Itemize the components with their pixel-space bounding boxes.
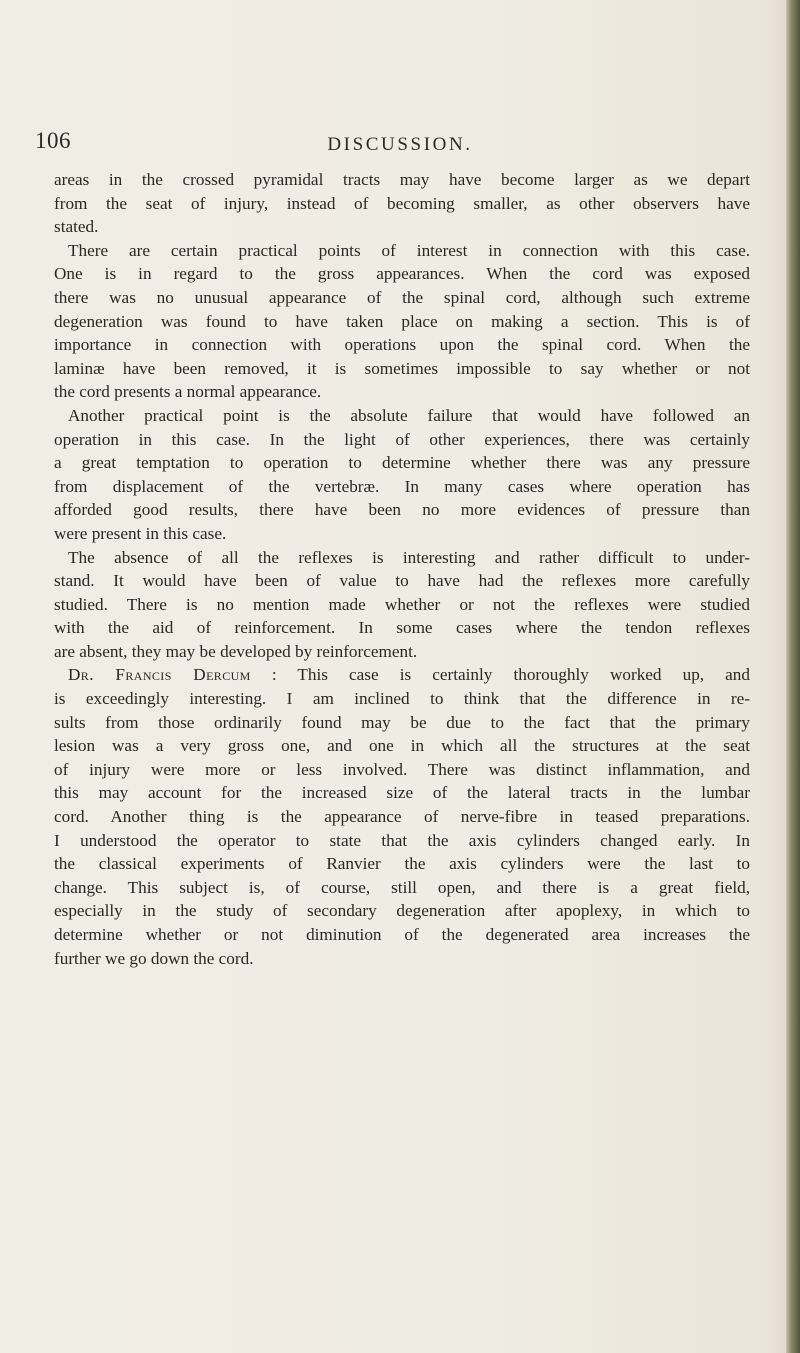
text-line: stand. It would have been of value to have had the reflexes more carefully <box>54 571 750 591</box>
text-line: further we go down the cord. <box>54 948 254 968</box>
text-line: the classical experiments of Ranvier the axis cylinders were the last to <box>54 854 750 874</box>
text-line: laminæ have been removed, it is sometimes impossible to say whether or not <box>54 358 750 378</box>
text-line: is exceedingly interesting. I am inclined to think that the difference in re- <box>54 689 750 709</box>
text-line: from the seat of injury, instead of becoming smaller, as other observers have <box>54 193 750 213</box>
speaker-remark: : This case is certainly thoroughly worked up, and <box>271 665 750 685</box>
text-line: afforded good results, there have been no more evidences of pressure than <box>54 500 750 520</box>
text-line: One is in regard to the gross appearances. When the cord was exposed <box>54 264 750 284</box>
paragraph-1 <box>54 168 750 239</box>
text-line: degeneration was found to have taken place on making a section. This is of <box>54 311 750 331</box>
text-line: with the aid of reinforcement. In some cases where the tendon reflexes <box>54 618 750 638</box>
text-line: determine whether or not diminution of the degenerated area increases the <box>54 925 750 944</box>
text-line: especially in the study of secondary degeneration after apoplexy, in which to <box>54 901 750 921</box>
text-line: are absent, they may be developed by reinforcement. <box>54 641 418 661</box>
text-line: areas in the crossed pyramidal tracts may have become larger as we depart <box>54 170 750 189</box>
text-line: were present in this case. <box>54 523 227 543</box>
text-line: There are certain practical points of interest in connection with this case. <box>68 240 750 260</box>
page-edge-shadow <box>786 0 800 1353</box>
text-line: Another practical point is the absolute failure that would have followed an <box>68 405 750 425</box>
text-line: a great temptation to operation to determine whether there was any pressure <box>54 453 750 473</box>
paragraph-4 <box>54 546 750 664</box>
body-text <box>54 168 750 970</box>
paragraph-5 <box>54 663 750 970</box>
running-head: DISCUSSION. <box>327 134 473 155</box>
speaker-name: Dr. Francis Dercum <box>68 665 251 685</box>
text-line: operation in this case. In the light of other experiences, there was certainly <box>54 429 750 449</box>
text-line: The absence of all the reflexes is interesting and rather difficult to under- <box>68 547 750 567</box>
text-line: from displacement of the vertebræ. In many cases where operation has <box>54 476 750 496</box>
text-line: sults from those ordinarily found may be due to the fact that the primary <box>54 712 750 732</box>
text-line: cord. Another thing is the appearance of nerve-fibre in teased preparations. <box>54 807 750 827</box>
text-line: change. This subject is, of course, still open, and there is a great field, <box>54 877 750 897</box>
paragraph-2 <box>54 239 750 404</box>
page-number: 106 <box>35 128 71 153</box>
text-line: the cord presents a normal appearance. <box>54 382 322 402</box>
text-line: studied. There is no mention made whether or not the reflexes were studied <box>54 594 750 614</box>
text-line: stated. <box>54 217 99 237</box>
paragraph-3 <box>54 404 750 546</box>
text-line <box>54 663 750 687</box>
text-line: importance in connection with operations upon the spinal cord. When the <box>54 335 750 355</box>
text-line: I understood the operator to state that the axis cylinders changed early. In <box>54 830 750 850</box>
text-line: lesion was a very gross one, and one in which all the structures at the seat <box>54 736 750 756</box>
text-line: this may account for the increased size of the lateral tracts in the lumbar <box>54 783 750 803</box>
text-line: there was no unusual appearance of the spinal cord, although such extreme <box>54 287 750 307</box>
text-line: of injury were more or less involved. There was distinct inflammation, and <box>54 759 750 779</box>
